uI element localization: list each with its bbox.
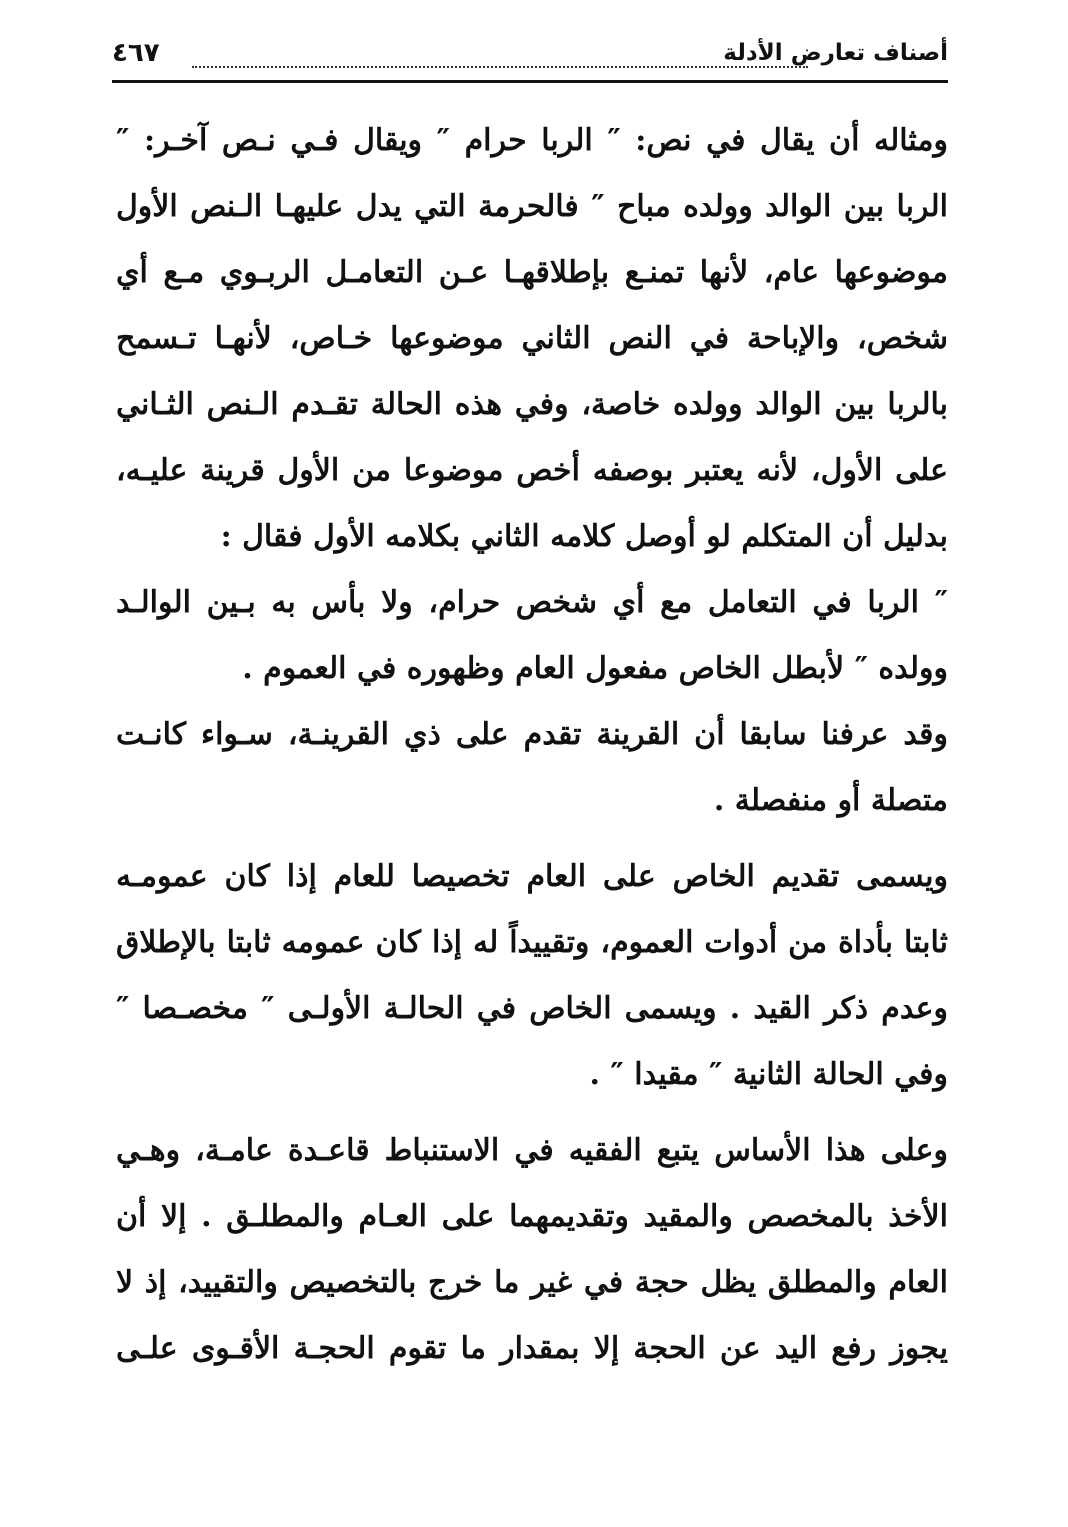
text-line: بالربا بين الوالد وولده خاصة، وفي هذه الحالة تقـدم الـنص الثـاني <box>116 387 948 422</box>
text-line: وولده ″ لأبطل الخاص مفعول العام وظهوره في العموم . <box>242 651 948 686</box>
text-line: ثابتا بأداة من أدوات العموم، وتقييداً له إذا كان عمومه ثابتا بالإطلاق <box>116 925 948 960</box>
text-line: شخص، والإباحة في النص الثاني موضوعها خـاص، لأنهـا تـسمح <box>116 321 948 356</box>
paragraph-4 <box>116 844 948 1108</box>
text-line: ويسمى تقديم الخاص على العام تخصيصا للعام إذا كان عمومـه <box>116 859 948 894</box>
running-title: أصناف تعارض الأدلة <box>717 40 948 66</box>
paragraph-2 <box>116 570 948 702</box>
text-line: الأخذ بالمخصص والمقيد وتقديمهما على العـام والمطلـق . إلا أن <box>116 1199 948 1234</box>
text-line: وفي الحالة الثانية ″ مقيدا ″ . <box>589 1057 948 1092</box>
text-line: وقد عرفنا سابقا أن القرينة تقدم على ذي القرينـة، سـواء كانـت <box>116 717 948 752</box>
text-line: الربا بين الوالد وولده مباح ″ فالحرمة التي يدل عليهـا الـنص الأول <box>116 189 948 224</box>
paragraph-1 <box>116 108 948 570</box>
paragraph-5 <box>116 1118 948 1382</box>
text-line: موضوعها عام، لأنها تمنـع بإطلاقهـا عـن التعامـل الربـوي مـع أي <box>116 255 948 290</box>
text-line: العام والمطلق يظل حجة في غير ما خرج بالتخصيص والتقييد، إذ لا <box>116 1265 948 1300</box>
header-rule <box>112 80 948 83</box>
text-line: متصلة أو منفصلة . <box>713 783 948 818</box>
text-line: يجوز رفع اليد عن الحجة إلا بمقدار ما تقوم الحجـة الأقـوى علـى <box>116 1331 948 1366</box>
text-line: بدليل أن المتكلم لو أوصل كلامه الثاني بكلامه الأول فقال : <box>220 519 948 554</box>
dotted-leader <box>192 66 808 68</box>
paragraph-gap <box>116 1108 948 1118</box>
text-line: ومثاله أن يقال في نص: ″ الربا حرام ″ ويقال فـي نـص آخـر: ″ <box>116 123 948 158</box>
text-line: ″ الربا في التعامل مع أي شخص حرام، ولا بأس به بـين الوالـد <box>116 585 948 620</box>
text-line: وعدم ذكر القيد . ويسمى الخاص في الحالـة الأولـى ″ مخصـصا ″ <box>116 991 948 1026</box>
text-line: على الأول، لأنه يعتبر بوصفه أخص موضوعا من الأول قرينة عليـه، <box>116 453 948 488</box>
paragraph-gap <box>116 834 948 844</box>
page-header <box>112 38 948 82</box>
paragraph-3 <box>116 702 948 834</box>
text-line: وعلى هذا الأساس يتبع الفقيه في الاستنباط قاعـدة عامـة، وهـي <box>116 1133 948 1168</box>
page-body <box>116 108 948 1382</box>
page-number: ٤٦٧ <box>112 38 166 68</box>
